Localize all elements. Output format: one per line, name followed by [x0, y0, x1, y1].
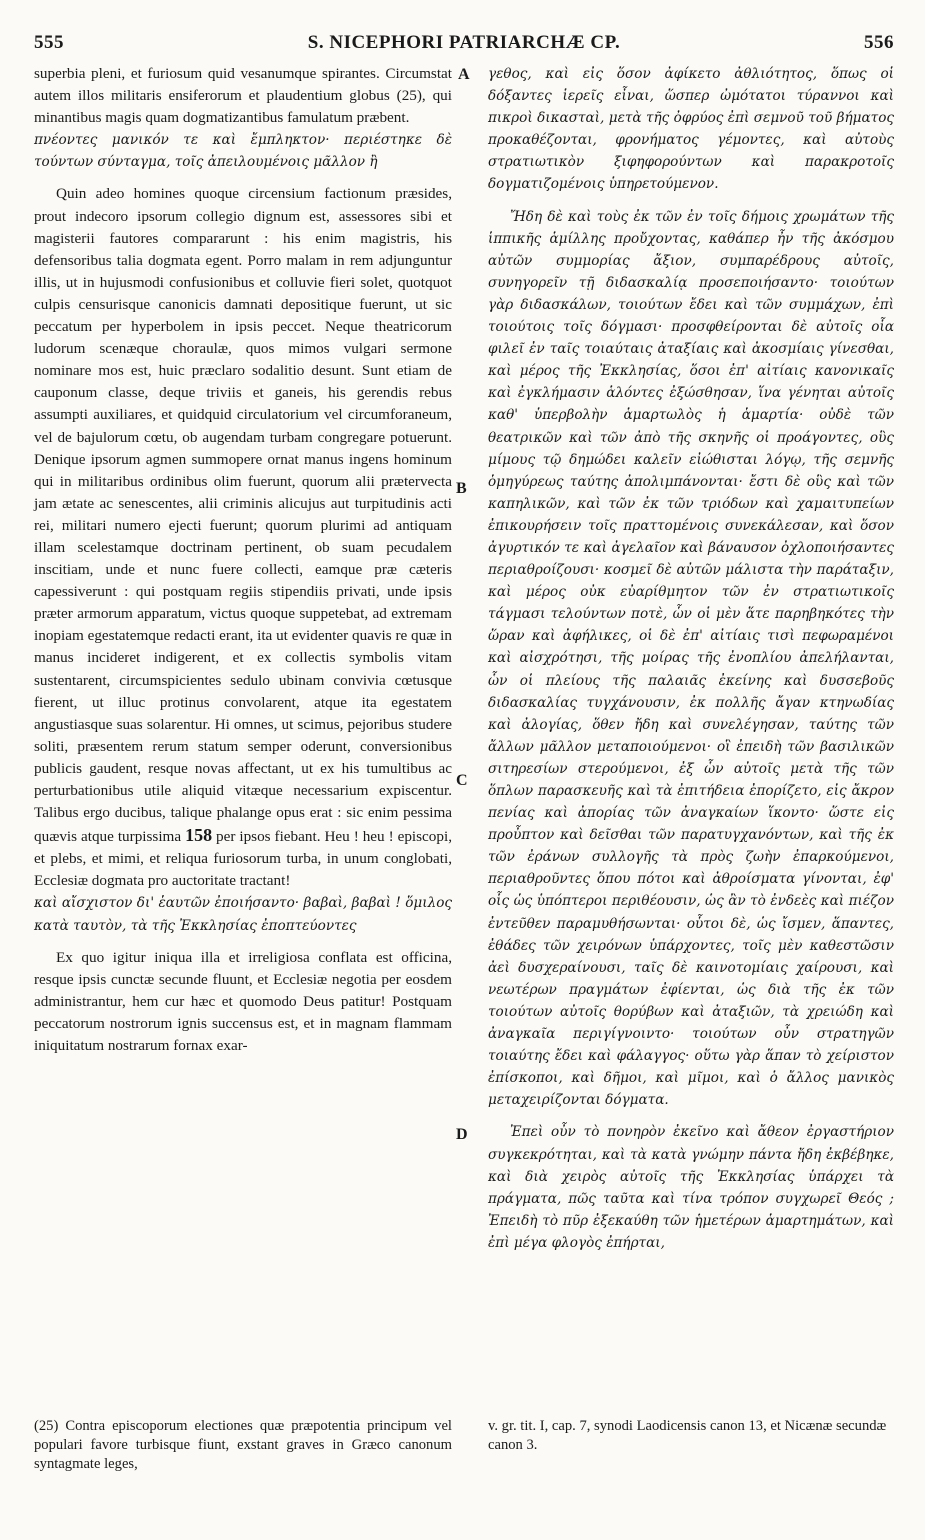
page-number-right: 556 [864, 32, 894, 53]
greek-column [488, 63, 894, 1254]
latin-paragraph-3: Ex quo igitur iniqua illa et irreligiosa conflata est officina, resque ipsis cunctæ secunde fluunt, et Ecclesiæ negotia per eosdem administrantur, hem cur hæc et quomodo Deus patitur! Postquam peccatorum nostrorum ignis succensus est, et in magnam flammam iniquitatum nostrarum fornax exar- [34, 948, 452, 1055]
footnote-left-text: (25) Contra episcoporum electiones quæ præpotentia principum vel populari favore turbisque fiunt, exstant graves in Græco canonum syntagmate leges, [34, 1418, 452, 1472]
edition-page-number: 158 [185, 825, 213, 846]
greek-paragraph-1: γεθος, καὶ εἰς ὅσον ἀφίκετο ἀθλιότητος, ὅπως οἱ δόξαντες ἱερεῖς εἶναι, ὥσπερ ὠμότατοι τύραννοι καὶ πικροὶ δικασταὶ, μετὰ τῆς ὀφρύος ἐπὶ σεμνοῦ τοῦ βήματος προκαθέζονται, φρονήματος γέμοντες, καὶ αὐτοὺς στρατιωτικὸν ξιφηφορούντων καὶ παρακροτοῖς δογματιζομένοις ὑπηρετούμενον. [488, 66, 894, 193]
running-title: S. NICEPHORI PATRIARCHÆ CP. [307, 32, 621, 53]
footnote-right-text: v. gr. tit. I, cap. 7, synodi Laodicensis canon 13, et Nicænæ secundæ canon 3. [488, 1418, 887, 1453]
margin-letter-a: A [458, 66, 470, 83]
greek-paragraph-3: Ἐπεὶ οὖν τὸ πονηρὸν ἐκεῖνο καὶ ἄθεον ἐργαστήριον συγκεκρότηται, καὶ τὰ κατὰ γνώμην πάντα ἤδη ἐκβέβηκε, καὶ διὰ χειρὸς αὐτοῖς τῆς Ἐκκλησίας ὑπάρχει τὰ πράγματα, πῶς ταῦτα καὶ τίνα τρόπον συγχωρεῖ Θεός ; Ἐπειδὴ τὸ πῦρ ἐξεκαύθη τῶν ἡμετέρων ἁμαρτημάτων, καὶ ἐπὶ μέγα φλογὸς ἐπήρται, [488, 1124, 894, 1251]
footnote-right [488, 1417, 894, 1455]
greek-paragraph-2: Ἤδη δὲ καὶ τοὺς ἐκ τῶν ἐν τοῖς δήμοις χρωμάτων τῆς ἱππικῆς ἁμίλλης προὔχοντας, καθάπερ ἦν τῆς ἀκόσμου αὐτῶν συμμορίας ἄξιον, συμπαρέδρους αὐτοῖς, συνηγορεῖν τῇ διδασκαλίᾳ προσεποιήσαντο· τοιούτων γὰρ διδασκάλων, τοιούτων ἔδει καὶ τῶν συμμάχων, ἐπὶ τοιούτοις τοῖς δόγμασι· προσφθείρονται δὲ αὐτοῖς οἷα φιλεῖ ἐν ταῖς τοιαύταις ἀταξίαις καὶ ἀκοσμίαις γίνεσθαι, καὶ μέρος τῆς Ἐκκλησίας, ὅσοι ἐπ' αἰτίαις κανονικαῖς καὶ ἐγκλήμασιν ἁλόντες ἐξώσθησαν, ἵνα γένηται αὐτοῖς καθ' ὑπερβολὴν ἁμαρτωλὸς ἡ ἁμαρτία· οὐδὲ τῶν θεατρικῶν καὶ τῶν ἀπὸ τῆς σκηνῆς οἱ προάγοντες, οὓς μίμους τῷ δημώδει καλεῖν εἰώθισται λόγῳ, τῆς σεμνῆς ὁμηγύρεως ταύτης ἀπολιμπάνονται· ἔστι δὲ οὓς καὶ τῶν καπηλικῶν, καὶ τῶν ἐκ τῶν τριόδων καὶ χαμαιτυπείων ἐπικουρήσειν τοῖς πραττομένοις συνεκάλεσαν, καὶ ὅσον ἀγυρτικόν τε καὶ ἀγελαῖον καὶ βάναυσον ὀχλοποιήσαντες περιαθροίζουσι· κοσμεῖ δὲ αὐτῶν μάλιστα τὴν παράταξιν, καὶ μέρος οὐκ εὐαρίθμητον τῶν ἐν στρατιωτικοῖς τάγμασι τελούντων ποτὲ, ὧν οἱ μὲν ἅτε παρηβηκότες τὴν ὥραν καὶ ἀφήλικες, οἱ δὲ ἐπ' αἰτίαις τισὶ πεφωραμένοι καὶ αἰσχρότησι, τῆς μοίρας τῆς ἐνοπλίου ἀπελήλανται, ὧν οἱ πλείους τῆς παλαιᾶς ἐκείνης καὶ δυσσεβοῦς διδασκαλίας τυγχάνουσιν, ἐκ πολλῆς ἄγαν κτηνωδίας καὶ ἀλογίας, ὅθεν ἤδη καὶ συνελέγησαν, ταύτης τῶν ἄλλων μᾶλλον μεταποιούμενοι· οἳ ἐπειδὴ τῶν βασιλικῶν σιτηρεσίων στερούμενοι, ἐξ ὧν αὐτοῖς μετὰ τῆς τῶν ὅπλων παρασκευῆς καὶ τὰ ἐπιτήδεια ἐπορίζετο, εἰς ἄκρον πενίας καὶ ἀπορίας τῶν ἀναγκαίων ἵκοντο· ὥστε εἰς προὖπτον καὶ δεῖσθαι τῶν παρατυγχανόντων, καὶ τῆς ἐκ τῶν ἐράνων συλλογῆς τὰ πρὸς ζωὴν ἐπαρκούμενοι, περιαθροῦντες ὅπου πότοι καὶ ἀθροίσματα γίνονται, ἐφ' οἷς ὡς ὑπόπτεροι περιθέουσιν, ὡς ἂν τὸ ἐνδεὲς καὶ πιέζον ἐντεῦθεν παραμυθήσωνται· οὗτοι δὲ, ὡς ἴσμεν, ἅπαντες, ἐθάδες τῶν χειρόνων ὑπάρχοντες, τοῖς μὲν καθεστῶσιν ἀεὶ δυσχεραίνουσι, ταῖς δὲ καινοτομίαις χαίρουσι, καὶ νεωτέρων πραγμάτων ἐφίενται, ὡς διὰ τῆς ἐκ τῶν τοιούτων αὐτοῖς θορύβων καὶ ἀταξιῶν, τὰ χρειώδη καὶ ἀναγκαῖα περιγίγνοιντο· τοιούτων οὖν στρατηγῶν τοιαύτης ἔδει καὶ φάλαγγος· οὕτω γὰρ ἅπαν τὸ χείριστον ἐπίσκοποι, καὶ δῆμοι, καὶ μῖμοι, καὶ ὁ ἄλλος μανικὸς μεταχειρίζονται δόγματα. [488, 208, 894, 1109]
footnote-left [34, 1417, 452, 1474]
latin-paragraph-1: superbia pleni, et furiosum quid vesanumque spirantes. Circumstat autem illos militaris ensiferorum et plaudentium globus (25), qui minantibus magis quam dogmatizantibus famulatum præbent. [34, 65, 452, 127]
margin-letter-d: D [456, 1126, 468, 1143]
running-header [34, 32, 894, 56]
margin-letter-c: C [456, 772, 468, 789]
latin-paragraph-2-text: Quin adeo homines quoque circensium factionum præsides, prout indecoro ipsorum collegio dignum est, assessores sibi et magisterii fautores compararunt : his enim magistris, his defensoribus talia dogmata egent. Porro malam in rem adjunguntur illis, ut in hujusmodi confusionibus et colluvie fieri solet, quotquot culpis censurisque canonicis damnati depositique fuerunt, ut sic peccatum per hyperbolem in ipsis peccet. Neque theatricorum ludorum scenæque choraulæ, quos mimos vulgari sermone nominare mos est, huic præclaro sodalitio desunt. Sunt etiam de cauponum classe, deque triviis et ganeis, his gerendis rebus assumpti auxiliares, et quidquid circulatorium vel circumforaneum, vel de bajulorum cœtu, ob augendam turbam congregare potuerunt. Denique ipsorum agmen summopere ornat manus ingens hominum qui in militaribus ordinibus olim fuerunt, quorum alii prætervecta jam ætate ac senescentes, alii criminis alicujus aut turpitudinis acti rei, militari numero ejecti fuerunt; quorum plurimi ad antiquam illam scelestamque doctrinam pertinent, ob suam pecudalem inscitiam, unde et nunc fuere collecti, eamque præ cæteris capessiverunt : qui postquam regiis stipendiis privati, unde ipsis præter armorum apparatum, victus quoque suppetebat, ad extremam inopiam egestatemque redacti erant, ita ut evidenter quavis re quæ in manus incideret indigerent, et ex collectis symbolis vitam sustentarent, circumspicientes sedulo ubinam convivia cœtusque fierent, ut illuc protinus convolarent, atque ita egestatem angustiasque suas solarentur. Hi omnes, ut scimus, pejoribus studere soliti, præsentem rerum statum semper oderunt, conversionibus publicis gaudent, resque novas affectant, ut ex his tumultibus ac perturbationibus utile aliquid vitæque necessarium expiscentur. Talibus ergo ducibus, talique phalange opus erat : sic enim pessima quævis atque turpissima [34, 185, 452, 846]
greek-continuation-1: πνέοντες μανικόν τε καὶ ἔμπληκτον· περιέστηκε δὲ τούντων σύνταγμα, τοῖς ἀπειλουμένοις μᾶλλον ἢ [34, 132, 452, 171]
margin-letter-b: B [456, 480, 467, 497]
latin-paragraph-2 [34, 183, 452, 892]
page-number-left: 555 [34, 32, 64, 53]
latin-column [34, 63, 452, 1057]
latin-paragraph-2-end: per ipsos fiebant. Heu ! heu ! episcopi, et plebs, et mimi, et reliqua furiosorum turba, in unum conglobati, Ecclesiæ dogmata pro auctoritate tractant! [34, 828, 452, 890]
greek-continuation-2: καὶ αἴσχιστον δι' ἑαυτῶν ἐποιήσαντο· βαβαὶ, βαβαὶ ! ὅμιλος κατὰ ταυτὸν, τὰ τῆς Ἐκκλησίας ἐποπτεύοντες [34, 895, 452, 934]
